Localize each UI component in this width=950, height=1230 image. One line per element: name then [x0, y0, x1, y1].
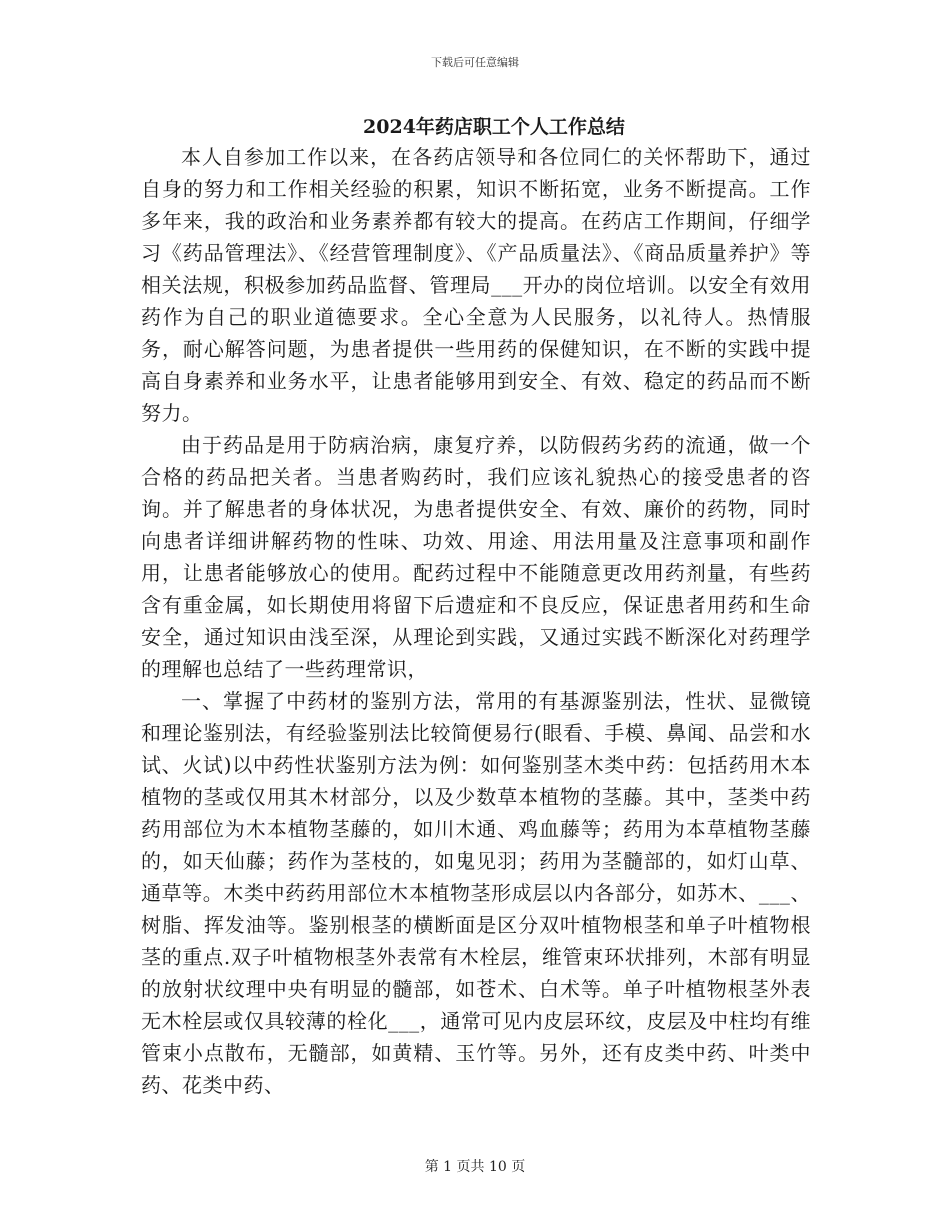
paragraph-1: 本人自参加工作以来，在各药店领导和各位同仁的关怀帮助下，通过自身的努力和工作相关经验的积累，知识不断拓宽，业务不断提高。工作多年来，我的政治和业务素养都有较大的提高。在药店工作期间，仔细学习《药品管理法》、《经营管理制度》、《产品质量法》、《商品质量养护》等相关法规，积极参加药品监督、管理局___开办的岗位培训。以安全有效用药作为自己的职业道德要求。全心全意为人民服务，以礼待人。热情服务，耐心解答问题，为患者提供一些用药的保健知识，在不断的实践中提高自身素养和业务水平，让患者能够用到安全、有效、稳定的药品而不断努力。 — [141, 145, 811, 425]
page-footer: 第 1 页共 10 页 — [424, 1159, 526, 1175]
header-note: 下载后可任意编辑 — [431, 56, 519, 69]
paragraph-2: 由于药品是用于防病治病，康复疗养，以防假药劣药的流通，做一个合格的药品把关者。当患者购药时，我们应该礼貌热心的接受患者的咨询。并了解患者的身体状况，为患者提供安全、有效、廉价的药物，同时向患者详细讲解药物的性味、功效、用途、用法用量及注意事项和副作用，让患者能够放心的使用。配药过程中不能随意更改用药剂量，有些药含有重金属，如长期使用将留下后遗症和不良反应，保证患者用药和生命安全，通过知识由浅至深，从理论到实践，又通过实践不断深化对药理学的理解也总结了一些药理常识， — [141, 433, 811, 681]
paragraph-3: 一、掌握了中药材的鉴别方法，常用的有基源鉴别法，性状、显微镜和理论鉴别法，有经验鉴别法比较简便易行(眼看、手模、鼻闻、品尝和水试、火试)以中药性状鉴别方法为例：如何鉴别茎木类中药：包括药用木本植物的茎或仅用其木材部分，以及少数草本植物的茎藤。其中，茎类中药药用部位为木本植物茎藤的，如川木通、鸡血藤等；药用为本草植物茎藤的，如天仙藤；药作为茎枝的，如鬼见羽；药用为茎髓部的，如灯山草、通草等。木类中药药用部位木本植物茎形成层以内各部分，如苏木、___、树脂、挥发油等。鉴别根茎的横断面是区分双叶植物根茎和单子叶植物根茎的重点.双子叶植物根茎外表常有木栓层，维管束环状排列，木部有明显的放射状纹理中央有明显的髓部，如苍术、白术等。单子叶植物根茎外表无木栓层或仅具较薄的栓化___，通常可见内皮层环纹，皮层及中柱均有维管束小点散布，无髓部，如黄精、玉竹等。另外，还有皮类中药、叶类中药、花类中药、 — [141, 689, 811, 1097]
document-title: 2024年药店职工个人工作总结 — [363, 116, 625, 138]
document-body — [141, 141, 811, 1101]
